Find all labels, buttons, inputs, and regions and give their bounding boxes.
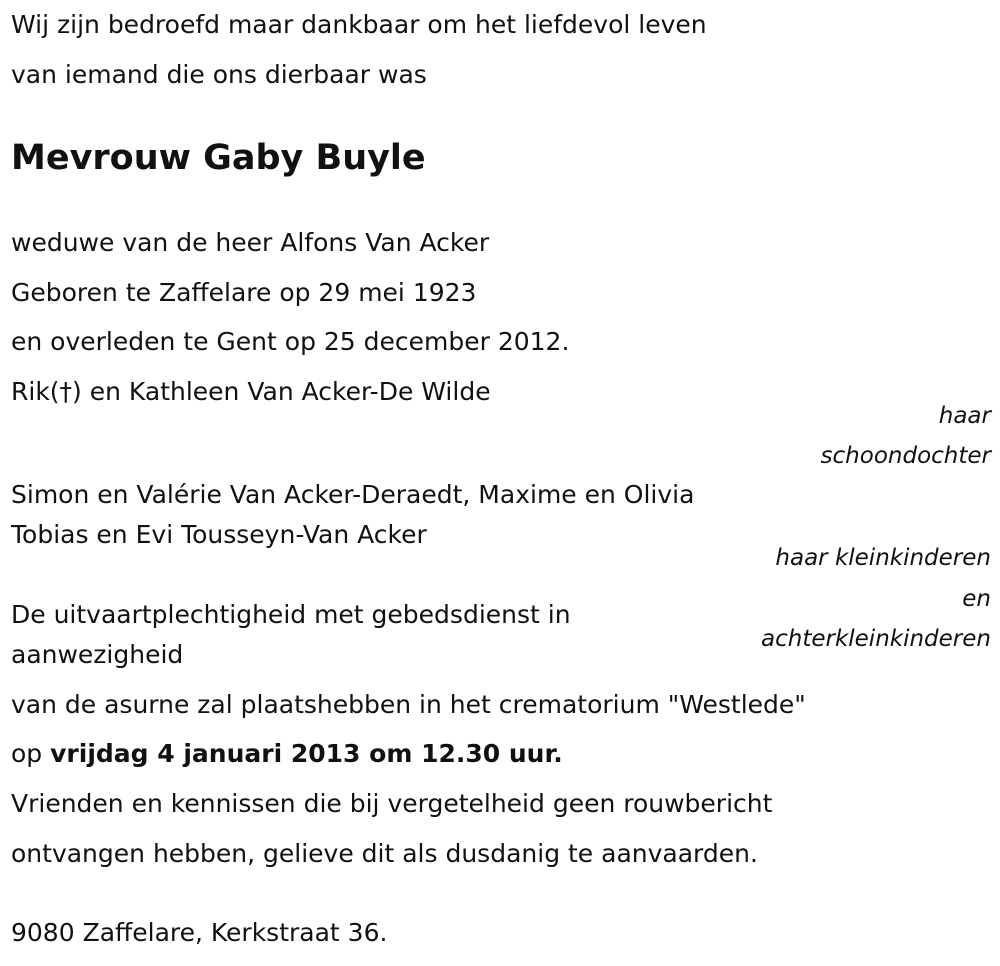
notice-line-2: ontvangen hebben, gelieve dit als dusdanig te aanvaarden. xyxy=(11,839,758,868)
grandchildren-relation-1: haar kleinkinderen xyxy=(775,545,991,571)
ceremony-line-2: aanwezigheid xyxy=(11,640,184,669)
children-line: Rik(†) en Kathleen Van Acker-De Wilde xyxy=(11,377,491,406)
intro-line-2: van iemand die ons dierbaar was xyxy=(11,60,427,89)
grandchildren-relation-2: en xyxy=(962,586,991,612)
ceremony-date-prefix: op xyxy=(11,739,51,768)
grandchildren-line-1: Simon en Valérie Van Acker-Deraedt, Maxime en Olivia xyxy=(11,480,695,509)
grandchildren-relation-3: achterkleinkinderen xyxy=(761,626,991,652)
death-line: en overleden te Gent op 25 december 2012. xyxy=(11,327,570,356)
deceased-name: Mevrouw Gaby Buyle xyxy=(11,138,426,178)
ceremony-line-3: van de asurne zal plaatshebben in het crematorium "Westlede" xyxy=(11,690,806,719)
ceremony-date: vrijdag 4 januari 2013 om 12.30 uur. xyxy=(50,739,563,768)
widow-line: weduwe van de heer Alfons Van Acker xyxy=(11,228,490,257)
children-relation-2: schoondochter xyxy=(820,443,991,469)
grandchildren-line-2: Tobias en Evi Tousseyn-Van Acker xyxy=(11,520,427,549)
children-relation-1: haar xyxy=(938,403,991,429)
notice-line-1: Vrienden en kennissen die bij vergetelheid geen rouwbericht xyxy=(11,789,773,818)
birth-line: Geboren te Zaffelare op 29 mei 1923 xyxy=(11,278,477,307)
address-line: 9080 Zaffelare, Kerkstraat 36. xyxy=(11,918,388,947)
intro-line-1: Wij zijn bedroefd maar dankbaar om het liefdevol leven xyxy=(11,10,707,39)
ceremony-date-line xyxy=(11,739,563,769)
ceremony-line-1: De uitvaartplechtigheid met gebedsdienst in xyxy=(11,600,571,629)
